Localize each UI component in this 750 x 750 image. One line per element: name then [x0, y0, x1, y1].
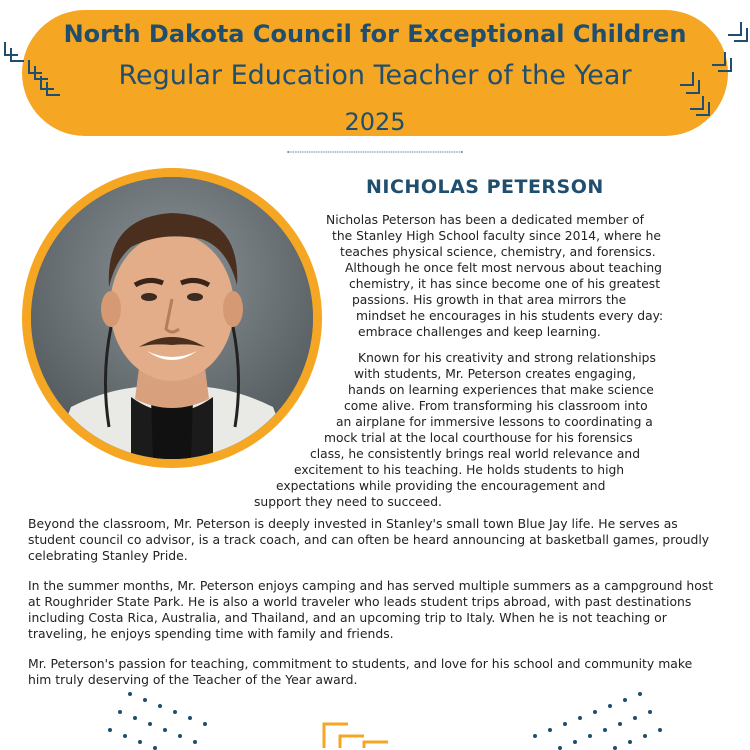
summer-paragraph: In the summer months, Mr. Peterson enjoys camping and has served multiple summers as a campground host at Roughrider State Park. He is also a world traveler who leads student trips abroad, with past destinations including Costa Rica, Australia, and Thailand, and an upcoming trip to Italy. When he is not teaching or traveling, he enjoys spending time with family and friends.	[28, 578, 714, 641]
text-line: hands on learning experiences that make science	[348, 383, 654, 397]
org-title: North Dakota Council for Exceptional Children	[63, 20, 687, 48]
text-line: class, he consistently brings real world relevance and	[310, 447, 641, 461]
dotted-divider	[22, 151, 728, 153]
dot-pattern-right	[470, 690, 670, 750]
award-year: 2025	[344, 108, 406, 136]
text-line: Known for his creativity and strong relationships	[358, 351, 656, 365]
text-line: an airplane for immersive lessons to coordinating a	[336, 415, 653, 429]
dot-pattern-left	[100, 690, 300, 750]
text-line: chemistry, it has since become one of his greatest	[349, 277, 661, 291]
community-paragraph: Beyond the classroom, Mr. Peterson is deeply invested in Stanley's small town Blue Jay life. He serves as student council co advisor, is a track coach, and can often be heard announcing at basketball games, proudly celebrating Stanley Pride.	[28, 516, 710, 563]
text-line: come alive. From transforming his classroom into	[344, 399, 648, 413]
bracket-ornament-bottom	[300, 712, 410, 750]
closing-paragraph: Mr. Peterson's passion for teaching, commitment to students, and love for his school and community make him truly deserving of the Teacher of the Year award.	[28, 656, 693, 687]
text-line: Although he once felt most nervous about teaching	[345, 261, 662, 275]
text-line: mindset he encourages in his students every day:	[356, 309, 664, 323]
text-line: Nicholas Peterson has been a dedicated member of	[326, 213, 645, 227]
text-line: support they need to succeed.	[254, 495, 442, 509]
portrait-photo	[31, 177, 313, 459]
text-line: expectations while providing the encouragement and	[276, 479, 606, 493]
award-title: Regular Education Teacher of the Year	[118, 60, 632, 91]
text-line: teaches physical science, chemistry, and forensics.	[340, 245, 656, 259]
text-line: the Stanley High School faculty since 2014, where he	[332, 229, 661, 243]
text-line: embrace challenges and keep learning.	[358, 325, 601, 339]
text-line: with students, Mr. Peterson creates engaging,	[354, 367, 636, 381]
teacher-name: NICHOLAS PETERSON	[366, 176, 604, 198]
text-line: mock trial at the local courthouse for his forensics	[324, 431, 633, 445]
text-line: passions. His growth in that area mirrors the	[352, 293, 627, 307]
text-line: excitement to his teaching. He holds students to high	[294, 463, 625, 477]
